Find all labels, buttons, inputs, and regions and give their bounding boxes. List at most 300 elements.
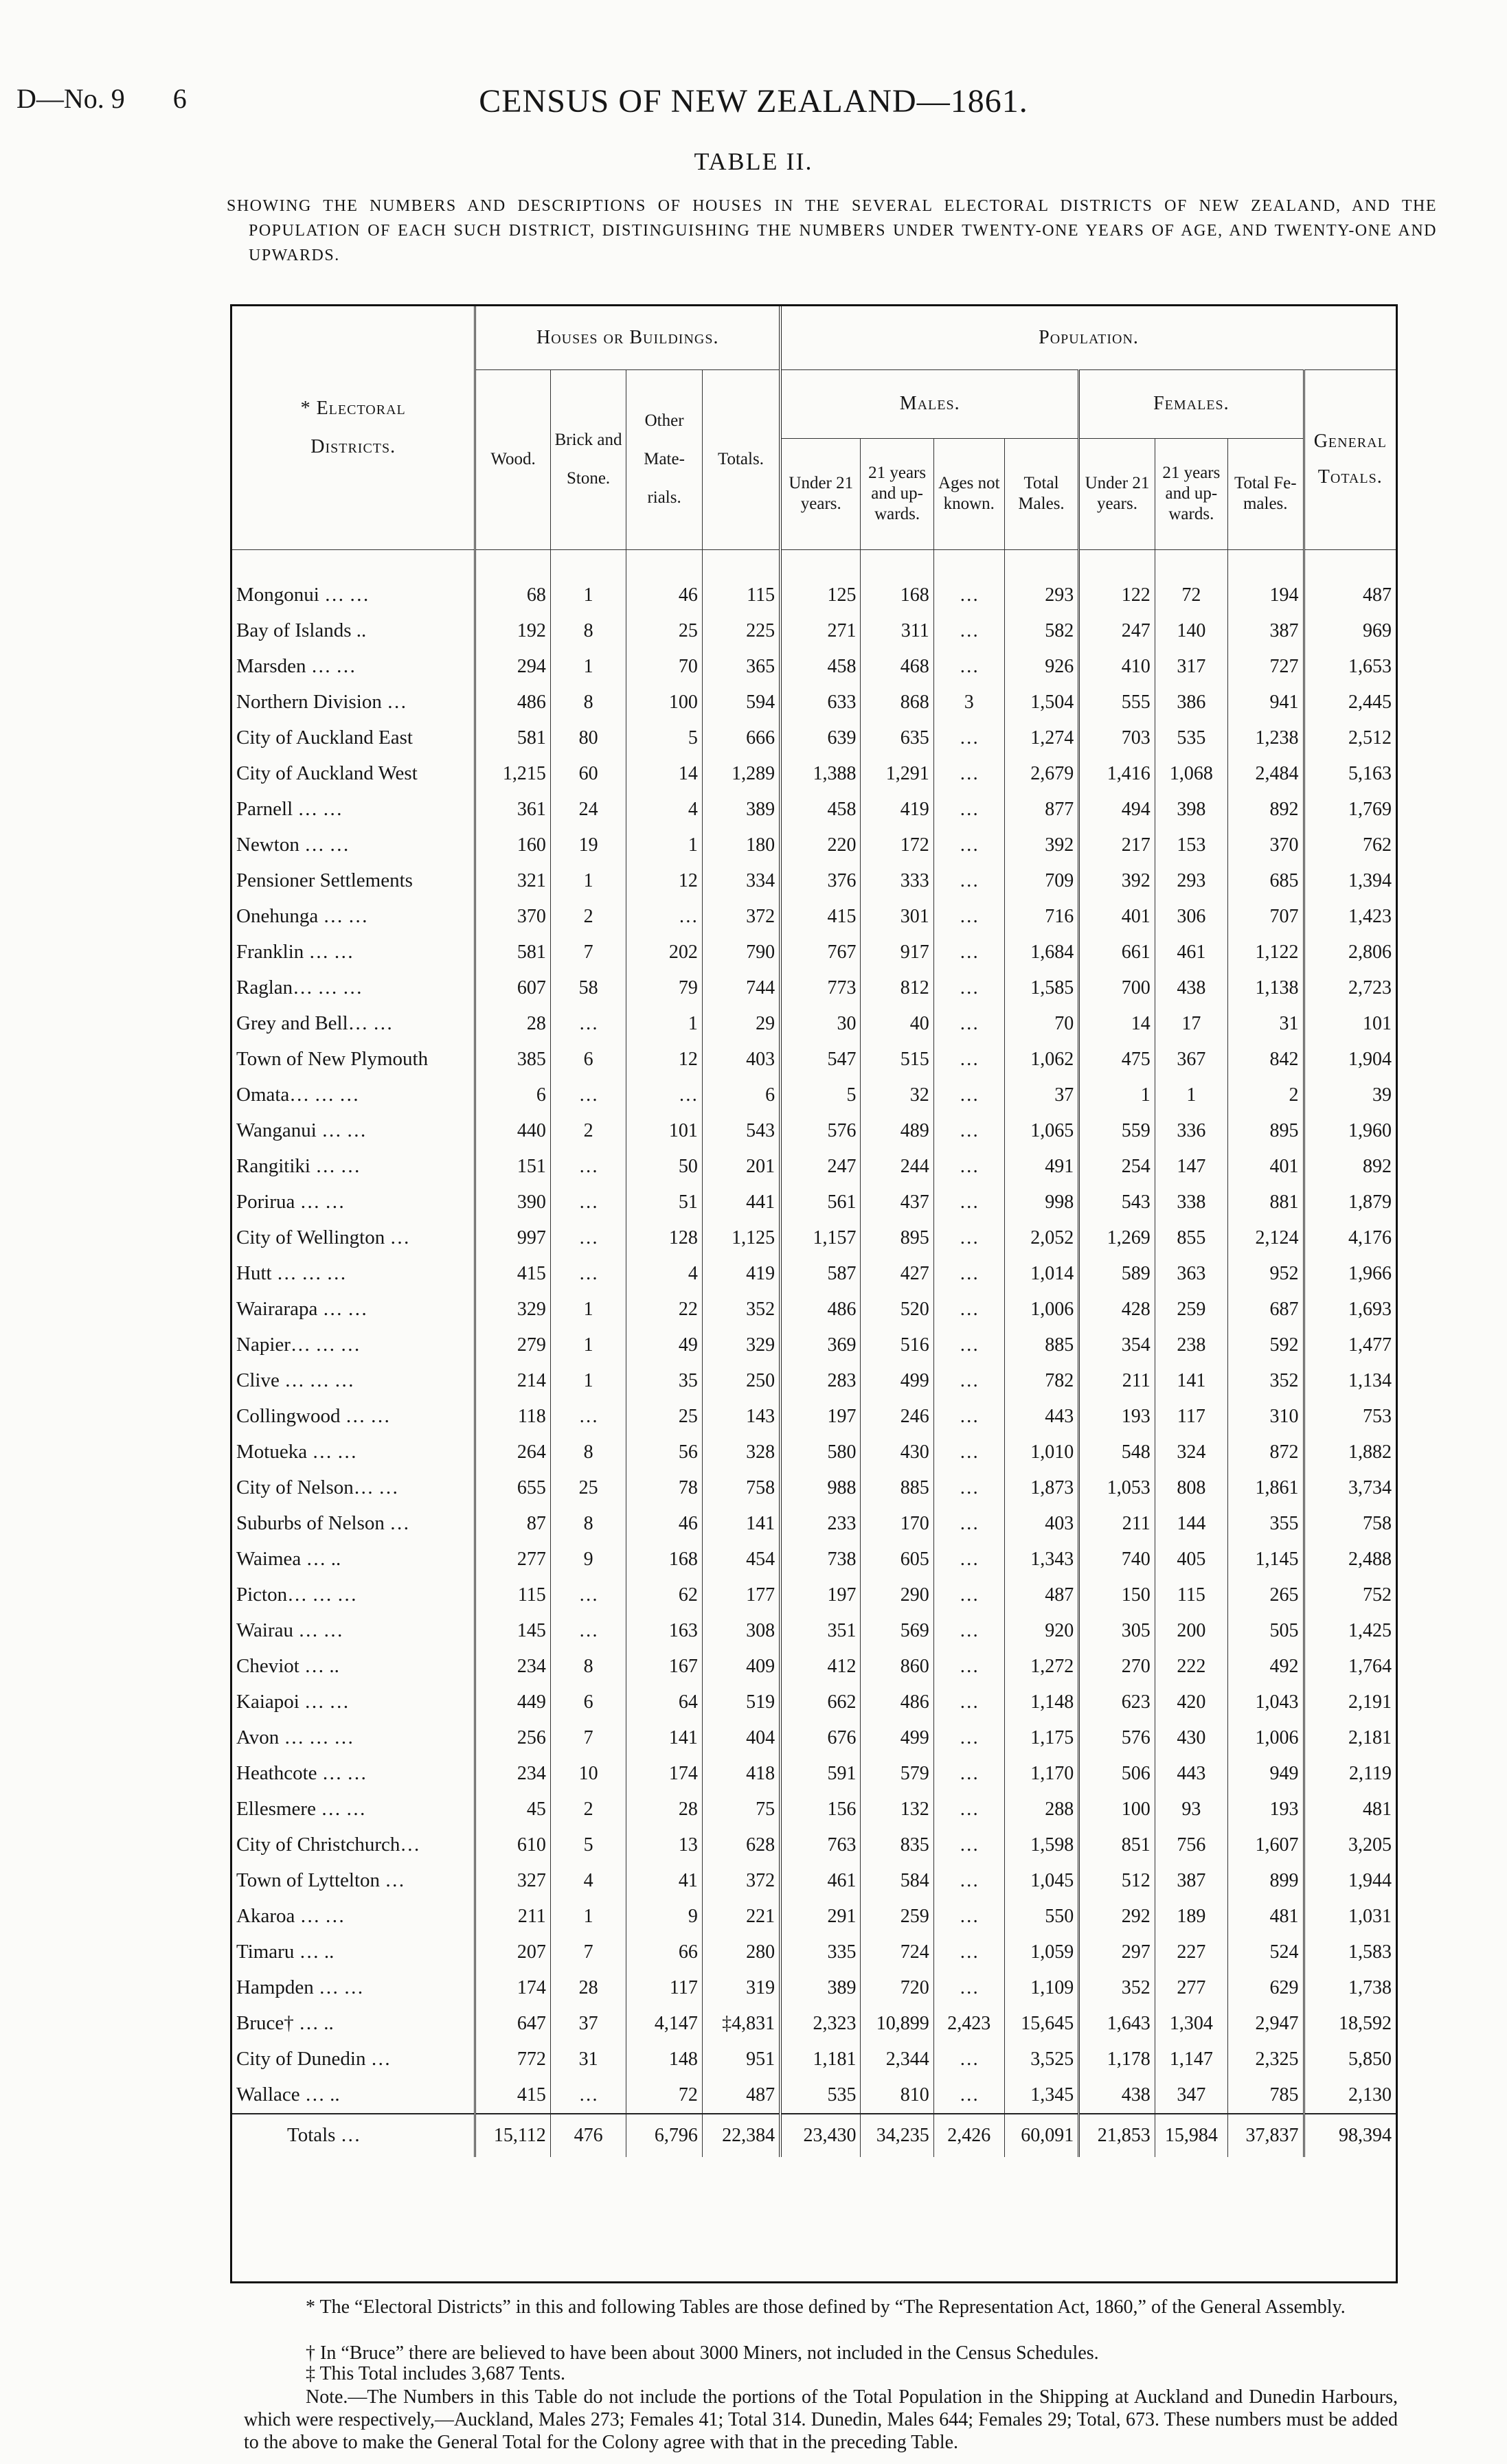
cell-district-name: Kaiapoi … … <box>236 1691 350 1713</box>
cell-district-name: Grey and Bell… … <box>236 1012 393 1034</box>
table-row <box>232 792 1396 828</box>
cell-wood: 1,215 <box>475 756 550 792</box>
cell-district-name: Pensioner Settlements <box>236 869 413 891</box>
cell-other-materials: 62 <box>626 1577 703 1613</box>
cell-males-ages-unknown: … <box>933 1720 1004 1756</box>
cell-females-under-21: 254 <box>1079 1149 1155 1185</box>
cell-males-21-upwards: 168 <box>861 578 933 613</box>
cell-total-females: 592 <box>1227 1327 1304 1363</box>
cell-general-total: 1,693 <box>1304 1292 1396 1327</box>
cell-females-21-upwards: 367 <box>1155 1042 1227 1077</box>
cell-females-under-21: 438 <box>1079 2077 1155 2114</box>
cell-brick-stone: 2 <box>550 899 626 935</box>
cell-other-materials: 163 <box>626 1613 703 1649</box>
col-general-totals: General Totals. <box>1304 369 1396 549</box>
cell-district-name: Ellesmere … … <box>236 1798 366 1820</box>
cell-males-ages-unknown: … <box>933 1649 1004 1685</box>
cell-total-males: 1,109 <box>1004 1970 1078 2006</box>
cell-males-under-21: 335 <box>780 1935 861 1970</box>
table-row <box>232 2006 1396 2042</box>
cell-other-materials: 168 <box>626 1542 703 1577</box>
cell-females-21-upwards: 405 <box>1155 1542 1227 1577</box>
cell-other-materials: 128 <box>626 1220 703 1256</box>
cell-females-under-21: 703 <box>1079 720 1155 756</box>
cell-general-total: 2,181 <box>1304 1720 1396 1756</box>
cell-district-name: Totals … <box>232 2114 475 2157</box>
cell-wood: 151 <box>475 1149 550 1185</box>
table-row <box>232 1506 1396 1542</box>
cell-house-total: 594 <box>702 685 780 720</box>
cell-females-21-upwards: 227 <box>1155 1935 1227 1970</box>
cell-house-total: 744 <box>702 970 780 1006</box>
cell-total-males: 1,272 <box>1004 1649 1078 1685</box>
cell-other-materials: 46 <box>626 578 703 613</box>
cell-females-under-21: 14 <box>1079 1006 1155 1042</box>
cell-males-21-upwards: 32 <box>861 1077 933 1113</box>
cell-males-under-21: 220 <box>780 828 861 863</box>
cell-males-ages-unknown: … <box>933 756 1004 792</box>
cell-general-total: 5,850 <box>1304 2042 1396 2077</box>
cell-district-name: Napier… … … <box>236 1334 361 1356</box>
cell-females-under-21: 851 <box>1079 1827 1155 1863</box>
cell-district-name: Porirua … … <box>236 1191 345 1213</box>
col-males-group: Males. <box>780 369 1079 438</box>
cell-district-name: Franklin … … <box>236 941 354 963</box>
cell-females-21-upwards: 1 <box>1155 1077 1227 1113</box>
cell-district-name: Onehunga … … <box>236 905 368 927</box>
cell-general-total: 481 <box>1304 1792 1396 1827</box>
cell-general-total: 762 <box>1304 828 1396 863</box>
cell-wood: 610 <box>475 1827 550 1863</box>
cell-males-21-upwards: 835 <box>861 1827 933 1863</box>
cell-wood: 192 <box>475 613 550 649</box>
cell-house-total: 519 <box>702 1685 780 1720</box>
cell-other-materials: 148 <box>626 2042 703 2077</box>
cell-district-name: Hampden … … <box>236 1976 364 1998</box>
cell-females-under-21: 211 <box>1079 1363 1155 1399</box>
cell-females-under-21: 21,853 <box>1079 2114 1155 2157</box>
cell-females-21-upwards: 461 <box>1155 935 1227 970</box>
cell-brick-stone: 1 <box>550 1327 626 1363</box>
cell-brick-stone: 2 <box>550 1113 626 1149</box>
cell-brick-stone: 4 <box>550 1863 626 1899</box>
cell-males-ages-unknown: … <box>933 1006 1004 1042</box>
cell-males-21-upwards: 605 <box>861 1542 933 1577</box>
cell-total-males: 1,274 <box>1004 720 1078 756</box>
cell-males-under-21: 763 <box>780 1827 861 1863</box>
cell-total-males: 3,525 <box>1004 2042 1078 2077</box>
cell-males-21-upwards: 868 <box>861 685 933 720</box>
cell-males-under-21: 547 <box>780 1042 861 1077</box>
cell-general-total: 39 <box>1304 1077 1396 1113</box>
cell-general-total: 4,176 <box>1304 1220 1396 1256</box>
cell-general-total: 753 <box>1304 1399 1396 1435</box>
cell-general-total: 1,738 <box>1304 1970 1396 2006</box>
cell-other-materials: 72 <box>626 2077 703 2114</box>
col-other-materials: Other Mate-rials. <box>626 369 703 549</box>
cell-males-ages-unknown: … <box>933 1577 1004 1613</box>
cell-females-under-21: 1,178 <box>1079 2042 1155 2077</box>
cell-district-name: Town of Lyttelton … <box>236 1869 405 1891</box>
cell-other-materials: 4,147 <box>626 2006 703 2042</box>
series-number: D—No. 9 <box>16 83 125 114</box>
table-row <box>232 685 1396 720</box>
cell-house-total: 319 <box>702 1970 780 2006</box>
cell-total-females: 1,043 <box>1227 1685 1304 1720</box>
cell-general-total: 2,445 <box>1304 685 1396 720</box>
table-row <box>232 1042 1396 1077</box>
table-row <box>232 2077 1396 2114</box>
cell-males-ages-unknown: … <box>933 1756 1004 1792</box>
cell-general-total: 969 <box>1304 613 1396 649</box>
cell-other-materials: 141 <box>626 1720 703 1756</box>
cell-district-name: Raglan… … … <box>236 977 363 999</box>
cell-brick-stone: 7 <box>550 1935 626 1970</box>
cell-wood: 118 <box>475 1399 550 1435</box>
col-females-21-upwards: 21 years and up-wards. <box>1155 438 1227 549</box>
cell-total-females: 37,837 <box>1227 2114 1304 2157</box>
cell-brick-stone: 1 <box>550 578 626 613</box>
cell-district-name: Wallace … .. <box>236 2084 340 2106</box>
col-males-ages-unknown: Ages not known. <box>933 438 1004 549</box>
col-total-females: Total Fe-males. <box>1227 438 1304 549</box>
cell-females-under-21: 211 <box>1079 1506 1155 1542</box>
cell-females-21-upwards: 443 <box>1155 1756 1227 1792</box>
cell-brick-stone: … <box>550 1613 626 1649</box>
table-row <box>232 1899 1396 1935</box>
cell-brick-stone: 1 <box>550 863 626 899</box>
cell-brick-stone: 1 <box>550 1292 626 1327</box>
cell-house-total: 951 <box>702 2042 780 2077</box>
table-row <box>232 1577 1396 1613</box>
cell-general-total: 2,130 <box>1304 2077 1396 2114</box>
page-title: CENSUS OF NEW ZEALAND—1861. <box>479 83 1028 119</box>
cell-general-total: 3,205 <box>1304 1827 1396 1863</box>
cell-males-under-21: 587 <box>780 1256 861 1292</box>
cell-house-total: 250 <box>702 1363 780 1399</box>
cell-brick-stone: … <box>550 1185 626 1220</box>
cell-males-21-upwards: 34,235 <box>861 2114 933 2157</box>
cell-other-materials: 22 <box>626 1292 703 1327</box>
table-row <box>232 1113 1396 1149</box>
cell-brick-stone: … <box>550 1256 626 1292</box>
col-males-21-upwards: 21 years and up-wards. <box>861 438 933 549</box>
table-row <box>232 1685 1396 1720</box>
cell-district-name: Newton … … <box>236 834 350 856</box>
cell-total-females: 310 <box>1227 1399 1304 1435</box>
cell-other-materials: 51 <box>626 1185 703 1220</box>
cell-other-materials: 13 <box>626 1827 703 1863</box>
cell-males-ages-unknown: … <box>933 899 1004 935</box>
cell-total-females: 881 <box>1227 1185 1304 1220</box>
cell-general-total: 101 <box>1304 1006 1396 1042</box>
cell-total-males: 1,343 <box>1004 1542 1078 1577</box>
cell-wood: 214 <box>475 1363 550 1399</box>
cell-total-males: 1,059 <box>1004 1935 1078 1970</box>
cell-brick-stone: 8 <box>550 1649 626 1685</box>
cell-males-under-21: 156 <box>780 1792 861 1827</box>
cell-house-total: 143 <box>702 1399 780 1435</box>
cell-females-21-upwards: 222 <box>1155 1649 1227 1685</box>
cell-males-under-21: 662 <box>780 1685 861 1720</box>
col-total-males: Total Males. <box>1004 438 1078 549</box>
cell-females-under-21: 410 <box>1079 649 1155 685</box>
cell-house-total: 372 <box>702 1863 780 1899</box>
col-population-group: Population. <box>780 306 1396 369</box>
cell-females-under-21: 543 <box>1079 1185 1155 1220</box>
table-row <box>232 1363 1396 1399</box>
cell-total-females: 629 <box>1227 1970 1304 2006</box>
cell-house-total: 115 <box>702 578 780 613</box>
cell-males-ages-unknown: … <box>933 1970 1004 2006</box>
cell-total-males: 885 <box>1004 1327 1078 1363</box>
cell-males-21-upwards: 40 <box>861 1006 933 1042</box>
cell-males-ages-unknown: 3 <box>933 685 1004 720</box>
cell-brick-stone: 8 <box>550 613 626 649</box>
cell-other-materials: 25 <box>626 1399 703 1435</box>
cell-district-name: Akaroa … … <box>236 1905 345 1927</box>
cell-total-females: 2,325 <box>1227 2042 1304 2077</box>
table-row <box>232 828 1396 863</box>
cell-district-name: City of Christchurch… <box>236 1834 420 1856</box>
cell-wood: 370 <box>475 899 550 935</box>
cell-females-under-21: 354 <box>1079 1327 1155 1363</box>
cell-house-total: 329 <box>702 1327 780 1363</box>
table-row <box>232 935 1396 970</box>
cell-males-21-upwards: 244 <box>861 1149 933 1185</box>
cell-general-total: 1,769 <box>1304 792 1396 828</box>
cell-house-total: 403 <box>702 1042 780 1077</box>
cell-males-21-upwards: 1,291 <box>861 756 933 792</box>
cell-total-females: 352 <box>1227 1363 1304 1399</box>
cell-other-materials: 25 <box>626 613 703 649</box>
cell-males-ages-unknown: … <box>933 1363 1004 1399</box>
cell-total-males: 487 <box>1004 1577 1078 1613</box>
cell-general-total: 1,394 <box>1304 863 1396 899</box>
cell-males-ages-unknown: … <box>933 863 1004 899</box>
cell-house-total: 487 <box>702 2077 780 2114</box>
cell-house-total: 1,289 <box>702 756 780 792</box>
cell-males-under-21: 591 <box>780 1756 861 1792</box>
cell-males-under-21: 197 <box>780 1577 861 1613</box>
cell-males-under-21: 1,181 <box>780 2042 861 2077</box>
cell-house-total: 628 <box>702 1827 780 1863</box>
cell-wood: 449 <box>475 1685 550 1720</box>
cell-total-females: 481 <box>1227 1899 1304 1935</box>
cell-other-materials: 6,796 <box>626 2114 703 2157</box>
cell-total-females: 505 <box>1227 1613 1304 1649</box>
cell-males-under-21: 291 <box>780 1899 861 1935</box>
cell-wood: 145 <box>475 1613 550 1649</box>
cell-males-under-21: 247 <box>780 1149 861 1185</box>
cell-general-total: 1,960 <box>1304 1113 1396 1149</box>
cell-females-21-upwards: 387 <box>1155 1863 1227 1899</box>
cell-males-under-21: 988 <box>780 1470 861 1506</box>
cell-other-materials: 14 <box>626 756 703 792</box>
cell-brick-stone: … <box>550 1220 626 1256</box>
cell-males-under-21: 389 <box>780 1970 861 2006</box>
table-row <box>232 1863 1396 1899</box>
cell-females-under-21: 305 <box>1079 1613 1155 1649</box>
cell-females-under-21: 401 <box>1079 899 1155 935</box>
cell-males-ages-unknown: … <box>933 1149 1004 1185</box>
cell-females-21-upwards: 336 <box>1155 1113 1227 1149</box>
cell-females-21-upwards: 855 <box>1155 1220 1227 1256</box>
cell-district-name: Parnell … … <box>236 798 343 820</box>
cell-other-materials: 49 <box>626 1327 703 1363</box>
cell-total-females: 2,484 <box>1227 756 1304 792</box>
cell-females-21-upwards: 1,068 <box>1155 756 1227 792</box>
cell-wood: 211 <box>475 1899 550 1935</box>
cell-brick-stone: 80 <box>550 720 626 756</box>
cell-males-under-21: 576 <box>780 1113 861 1149</box>
cell-other-materials: 117 <box>626 1970 703 2006</box>
cell-district-name: Motueka … … <box>236 1441 357 1463</box>
cell-general-total: 1,031 <box>1304 1899 1396 1935</box>
col-females-group: Females. <box>1079 369 1304 438</box>
cell-total-males: 782 <box>1004 1363 1078 1399</box>
cell-general-total: 487 <box>1304 578 1396 613</box>
cell-house-total: 177 <box>702 1577 780 1613</box>
cell-males-21-upwards: 419 <box>861 792 933 828</box>
cell-other-materials: 174 <box>626 1756 703 1792</box>
col-brick-stone: Brick and Stone. <box>550 369 626 549</box>
table-row <box>232 578 1396 613</box>
cell-males-ages-unknown: … <box>933 1256 1004 1292</box>
cell-other-materials: 79 <box>626 970 703 1006</box>
cell-other-materials: … <box>626 899 703 935</box>
cell-total-females: 842 <box>1227 1042 1304 1077</box>
cell-wood: 385 <box>475 1042 550 1077</box>
cell-males-21-upwards: 885 <box>861 1470 933 1506</box>
cell-house-total: 454 <box>702 1542 780 1577</box>
cell-total-females: 355 <box>1227 1506 1304 1542</box>
col-electoral-districts: * Electoral Districts. <box>232 306 475 549</box>
cell-other-materials: 202 <box>626 935 703 970</box>
cell-other-materials: 56 <box>626 1435 703 1470</box>
cell-total-females: 1,138 <box>1227 970 1304 1006</box>
cell-wood: 486 <box>475 685 550 720</box>
cell-males-21-upwards: 860 <box>861 1649 933 1685</box>
table-row <box>232 613 1396 649</box>
cell-males-ages-unknown: … <box>933 1185 1004 1220</box>
cell-wood: 361 <box>475 792 550 828</box>
cell-total-males: 1,062 <box>1004 1042 1078 1077</box>
cell-females-under-21: 506 <box>1079 1756 1155 1792</box>
cell-brick-stone: 1 <box>550 1363 626 1399</box>
cell-males-21-upwards: 246 <box>861 1399 933 1435</box>
cell-males-21-upwards: 333 <box>861 863 933 899</box>
cell-females-21-upwards: 293 <box>1155 863 1227 899</box>
cell-house-total: ‡4,831 <box>702 2006 780 2042</box>
cell-wood: 264 <box>475 1435 550 1470</box>
cell-total-females: 687 <box>1227 1292 1304 1327</box>
cell-other-materials: 70 <box>626 649 703 685</box>
cell-wood: 160 <box>475 828 550 863</box>
cell-brick-stone: 25 <box>550 1470 626 1506</box>
cell-district-name: Wairau … … <box>236 1619 343 1641</box>
cell-females-21-upwards: 117 <box>1155 1399 1227 1435</box>
cell-total-females: 387 <box>1227 613 1304 649</box>
cell-other-materials: 100 <box>626 685 703 720</box>
cell-females-under-21: 1,269 <box>1079 1220 1155 1256</box>
cell-brick-stone: 60 <box>550 756 626 792</box>
cell-total-males: 392 <box>1004 828 1078 863</box>
cell-total-females: 524 <box>1227 1935 1304 1970</box>
cell-district-name: Wanganui … … <box>236 1119 367 1141</box>
cell-males-ages-unknown: … <box>933 2077 1004 2114</box>
cell-other-materials: 9 <box>626 1899 703 1935</box>
table-row <box>232 1077 1396 1113</box>
cell-total-females: 1,861 <box>1227 1470 1304 1506</box>
cell-brick-stone: … <box>550 2077 626 2114</box>
cell-females-under-21: 475 <box>1079 1042 1155 1077</box>
cell-house-total: 334 <box>702 863 780 899</box>
cell-house-total: 441 <box>702 1185 780 1220</box>
cell-females-21-upwards: 72 <box>1155 578 1227 613</box>
census-table <box>232 306 1396 2157</box>
cell-females-21-upwards: 93 <box>1155 1792 1227 1827</box>
table-row <box>232 1827 1396 1863</box>
cell-district-name: Bay of Islands .. <box>236 619 367 641</box>
cell-females-21-upwards: 141 <box>1155 1363 1227 1399</box>
cell-males-under-21: 458 <box>780 792 861 828</box>
cell-males-ages-unknown: … <box>933 1042 1004 1077</box>
cell-males-21-upwards: 486 <box>861 1685 933 1720</box>
cell-general-total: 1,425 <box>1304 1613 1396 1649</box>
cell-males-ages-unknown: … <box>933 2042 1004 2077</box>
cell-house-total: 29 <box>702 1006 780 1042</box>
cell-total-males: 1,006 <box>1004 1292 1078 1327</box>
cell-wood: 327 <box>475 1863 550 1899</box>
cell-brick-stone: 58 <box>550 970 626 1006</box>
cell-other-materials: 46 <box>626 1506 703 1542</box>
cell-total-females: 707 <box>1227 899 1304 935</box>
table-row <box>232 1327 1396 1363</box>
cell-males-ages-unknown: … <box>933 792 1004 828</box>
cell-wood: 440 <box>475 1113 550 1149</box>
table-row <box>232 1006 1396 1042</box>
cell-females-under-21: 740 <box>1079 1542 1155 1577</box>
col-wood: Wood. <box>475 369 550 549</box>
cell-males-21-upwards: 170 <box>861 1506 933 1542</box>
cell-district-name: Hutt … … … <box>236 1262 347 1284</box>
cell-brick-stone: 6 <box>550 1685 626 1720</box>
cell-females-under-21: 548 <box>1079 1435 1155 1470</box>
cell-males-under-21: 30 <box>780 1006 861 1042</box>
cell-males-under-21: 639 <box>780 720 861 756</box>
cell-males-ages-unknown: … <box>933 1792 1004 1827</box>
cell-general-total: 1,423 <box>1304 899 1396 935</box>
cell-brick-stone: 24 <box>550 792 626 828</box>
cell-females-under-21: 1,416 <box>1079 756 1155 792</box>
footnote-bruce-miners: † In “Bruce” there are believed to have been about 3000 Miners, not included in the Census Schedules. <box>306 2342 1099 2364</box>
cell-district-name: Avon … … … <box>236 1726 354 1748</box>
cell-males-21-upwards: 917 <box>861 935 933 970</box>
cell-females-21-upwards: 756 <box>1155 1827 1227 1863</box>
table-row <box>232 1292 1396 1327</box>
census-table-body <box>232 549 1396 2157</box>
cell-males-21-upwards: 499 <box>861 1363 933 1399</box>
cell-brick-stone: 7 <box>550 1720 626 1756</box>
cell-females-21-upwards: 200 <box>1155 1613 1227 1649</box>
cell-males-21-upwards: 10,899 <box>861 2006 933 2042</box>
cell-total-males: 1,170 <box>1004 1756 1078 1792</box>
cell-females-21-upwards: 259 <box>1155 1292 1227 1327</box>
cell-other-materials: 1 <box>626 1006 703 1042</box>
cell-males-under-21: 271 <box>780 613 861 649</box>
cell-other-materials: 64 <box>626 1685 703 1720</box>
